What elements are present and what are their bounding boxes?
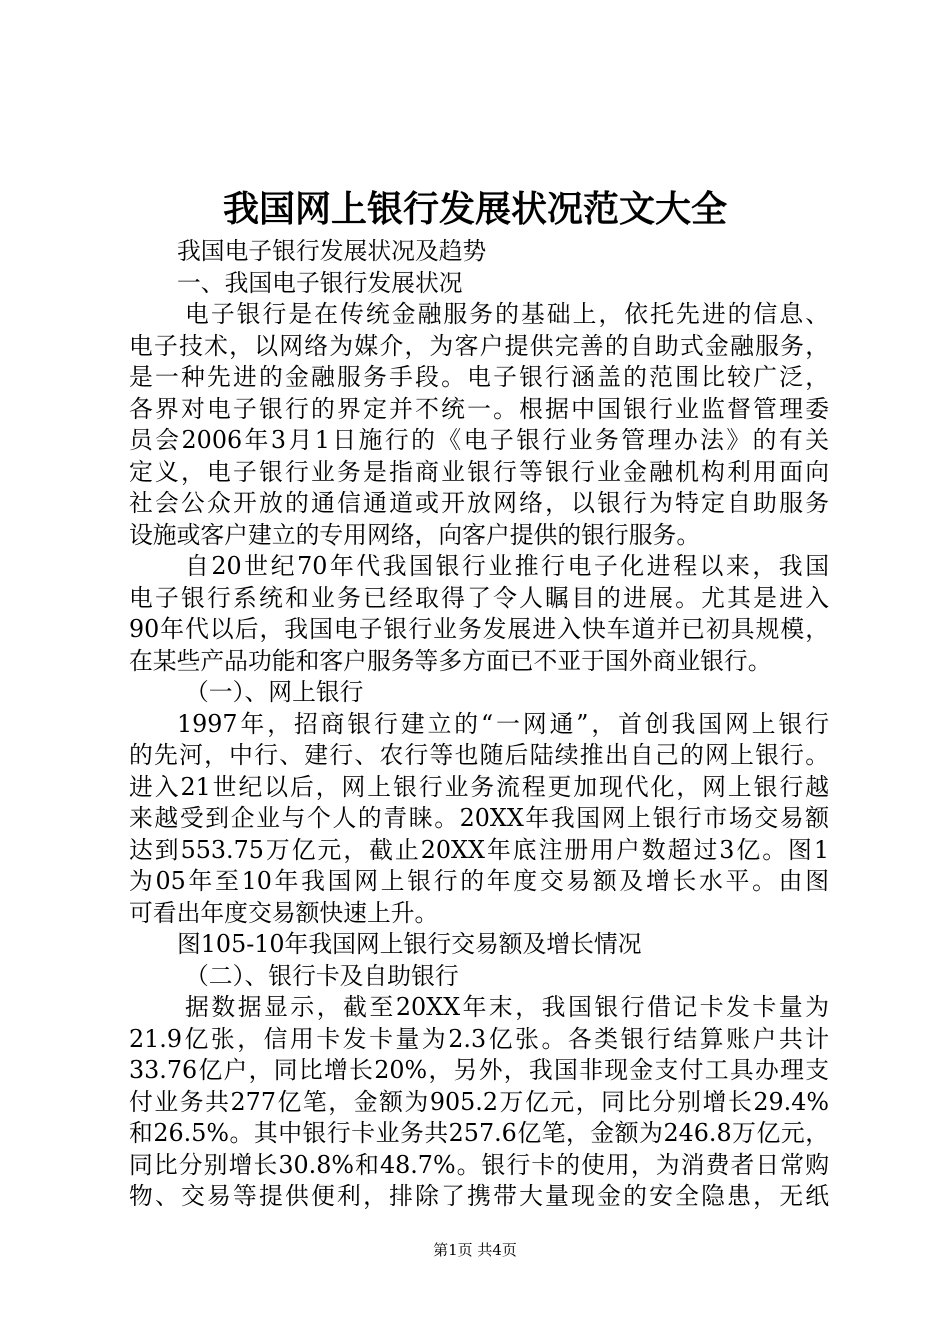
paragraph-line: 定义，电子银行业务是指商业银行等银行业金融机构利用面向 <box>129 457 829 486</box>
page-footer: 第1页 共4页 <box>433 1241 517 1259</box>
paragraph-line: 付业务共277亿笔，金额为905.2万亿元，同比分别增长29.4% <box>129 1087 829 1116</box>
paragraph-line: 电子技术，以网络为媒介，为客户提供完善的自助式金融服务， <box>129 331 829 360</box>
section-heading: （二）、银行卡及自助银行 <box>185 961 459 990</box>
document-body <box>129 236 829 1213</box>
section-heading: 我国电子银行发展状况及趋势 <box>177 237 487 265</box>
figure-caption: 图105-10年我国网上银行交易额及增长情况 <box>177 930 642 958</box>
paragraph-line: 社会公众开放的通信通道或开放网络，以银行为特定自助服务 <box>129 489 829 517</box>
paragraph-line: 物、交易等提供便利，排除了携带大量现金的安全隐患，无纸 <box>129 1182 829 1210</box>
section-heading: （一）、网上银行 <box>185 678 364 706</box>
paragraph-line: 是一种先进的金融服务手段。电子银行涵盖的范围比较广泛， <box>129 363 829 391</box>
paragraph-line: 各界对电子银行的界定并不统一。根据中国银行业监督管理委 <box>129 394 829 423</box>
paragraph-line: 21.9亿张，信用卡发卡量为2.3亿张。各类银行结算账户共计 <box>129 1024 829 1053</box>
paragraph-line: 设施或客户建立的专用网络，向客户提供的银行服务。 <box>129 520 701 549</box>
paragraph-line: 电子银行系统和业务已经取得了令人瞩目的进展。尤其是进入 <box>129 583 829 612</box>
paragraph-line: 达到553.75万亿元，截止20XX年底注册用户数超过3亿。图1 <box>129 835 829 864</box>
section-heading: 一、我国电子银行发展状况 <box>177 268 463 297</box>
paragraph-line: 来越受到企业与个人的青睐。20XX年我国网上银行市场交易额 <box>129 804 829 832</box>
paragraph-line: 90年代以后，我国电子银行业务发展进入快车道并已初具规模， <box>129 615 829 643</box>
paragraph-line: 进入21世纪以后，网上银行业务流程更加现代化，网上银行越 <box>129 772 829 801</box>
paragraph-line: 电子银行是在传统金融服务的基础上，依托先进的信息、 <box>185 300 829 328</box>
paragraph-line: 的先河，中行、建行、农行等也随后陆续推出自己的网上银行。 <box>129 741 829 769</box>
paragraph-line: 33.76亿户，同比增长20%，另外，我国非现金支付工具办理支 <box>129 1056 829 1084</box>
paragraph-line: 和26.5%。其中银行卡业务共257.6亿笔，金额为246.8万亿元， <box>129 1119 829 1147</box>
paragraph-line: 据数据显示，截至20XX年末，我国银行借记卡发卡量为 <box>185 993 829 1021</box>
paragraph-line: 同比分别增长30.8%和48.7%。银行卡的使用，为消费者日常购 <box>129 1150 829 1179</box>
document-title: 我国网上银行发展状况范文大全 <box>222 188 727 230</box>
paragraph-line: 为05年至10年我国网上银行的年度交易额及增长水平。由图 <box>129 867 829 895</box>
paragraph-line: 可看出年度交易额快速上升。 <box>129 898 439 927</box>
paragraph-line: 员会2006年3月1日施行的《电子银行业务管理办法》的有关 <box>129 426 829 454</box>
paragraph-line: 在某些产品功能和客户服务等多方面已不亚于国外商业银行。 <box>129 646 772 675</box>
paragraph-line: 1997年，招商银行建立的“一网通”，首创我国网上银行 <box>177 709 829 738</box>
paragraph-line: 自20世纪70年代我国银行业推行电子化进程以来，我国 <box>185 552 829 580</box>
